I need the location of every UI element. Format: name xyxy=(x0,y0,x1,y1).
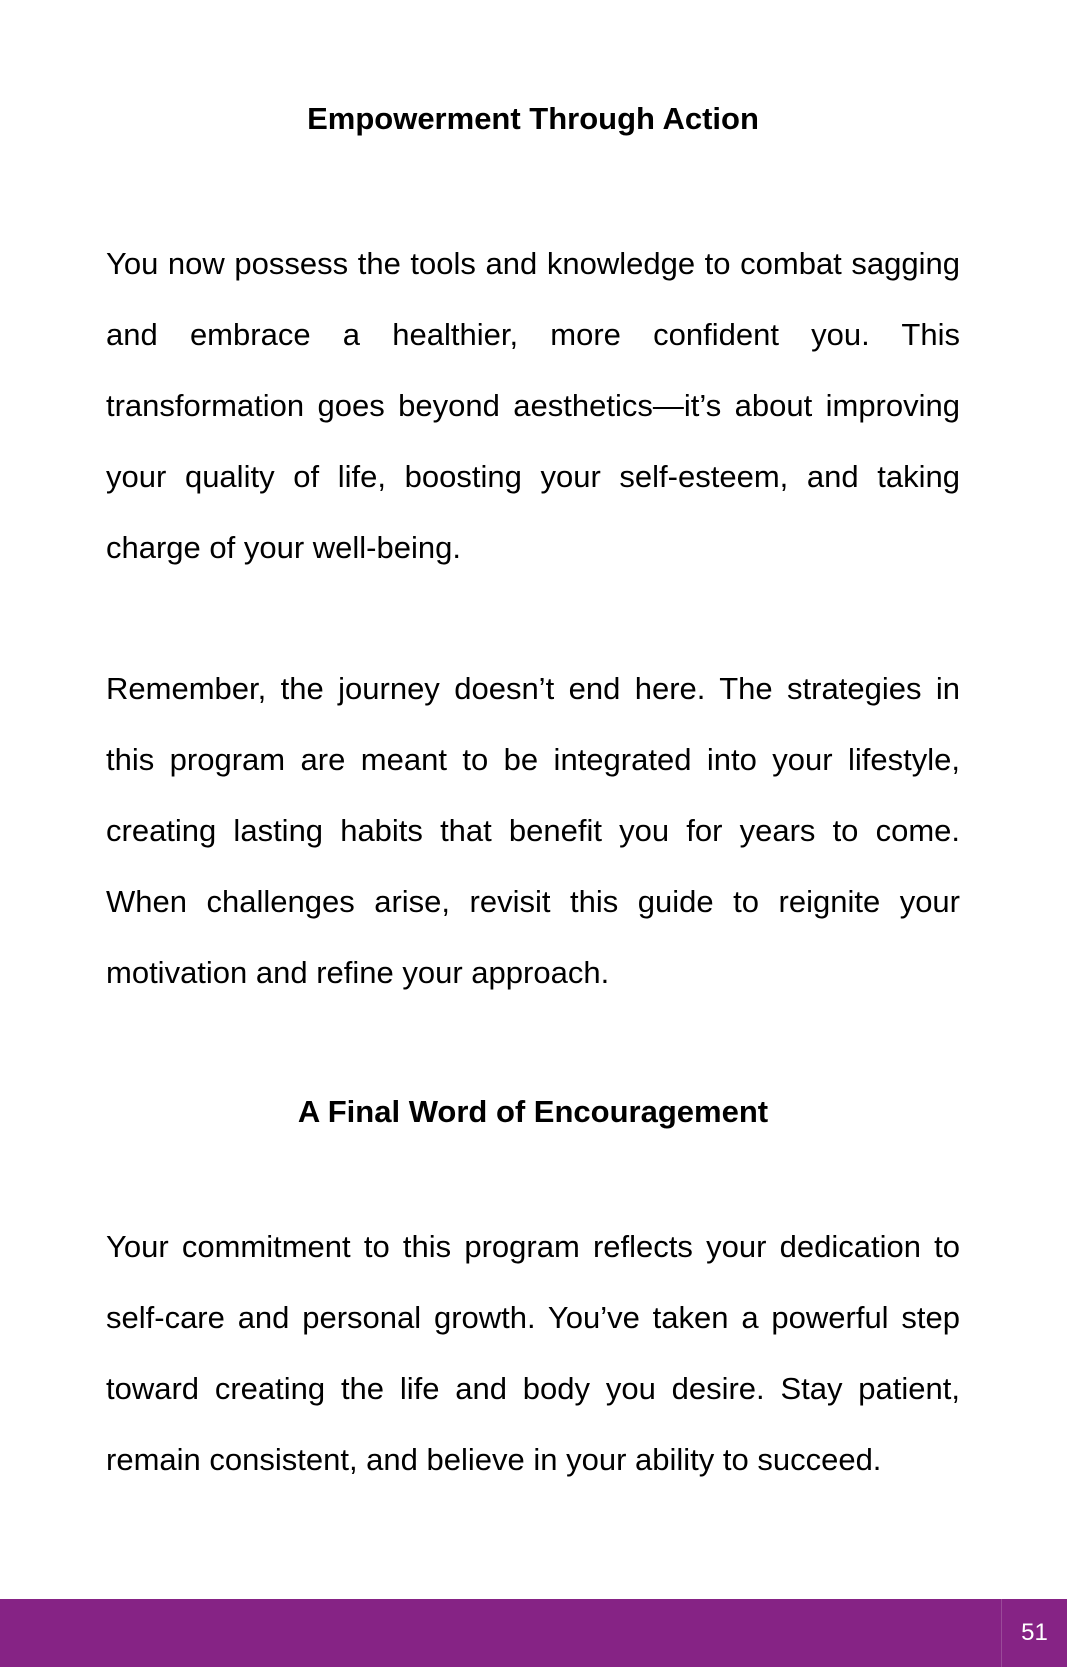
page-number-box xyxy=(1001,1599,1067,1667)
paragraph-journey: Remember, the journey doesn’t end here. The strategies in this program are meant to be integrated into your lifestyle, creating lasting habits that benefit you for years to come. When challenges arise, revisit this guide to reignite your motivation and refine your approach. xyxy=(106,671,960,991)
paragraph-tools-knowledge: You now possess the tools and knowledge to combat sagging and embrace a healthier, more confident you. This transformation goes beyond aesthetics—it’s about improving your quality of life, boosting your self-esteem, and taking charge of your well-being. xyxy=(106,246,960,566)
section-heading-final-word: A Final Word of Encouragement xyxy=(297,1094,769,1130)
paragraph-commitment: Your commitment to this program reflects your dedication to self-care and personal growth. You’ve taken a powerful step toward creating the life and body you desire. Stay patient, remain consistent, and believe in your ability to succeed. xyxy=(106,1229,960,1478)
page-number: 51 xyxy=(1021,1619,1048,1646)
section-heading-empowerment: Empowerment Through Action xyxy=(307,101,759,136)
page-content xyxy=(106,70,960,1495)
footer-bar xyxy=(0,1599,1067,1667)
